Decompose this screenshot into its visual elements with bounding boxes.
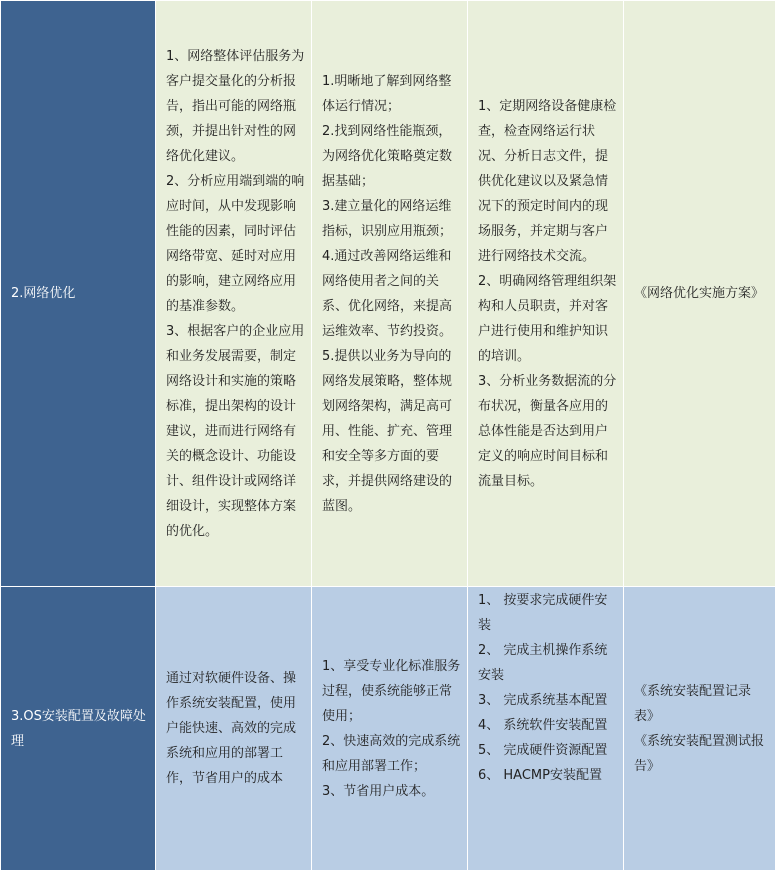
row-label: 2.网络优化 (1, 1, 156, 587)
text-line: 2.找到网络性能瓶颈，为网络优化策略奠定数据基础； (322, 119, 461, 194)
service-deliverables-cell (468, 1, 624, 587)
text-line: 3、根据客户的企业应用和业务发展需要，制定网络设计和实施的策略标准，提出架构的设计建议，进而进行网络有关的概念设计、功能设计、组件设计或网络详细设计，实现整体方案的优化。 (166, 319, 305, 544)
text-line: 1、定期网络设备健康检查，检查网络运行状况、分析日志文件，提供优化建议以及紧急情况下的预定时间内的现场服务，并定期与客户进行网络技术交流。 (478, 94, 617, 269)
text-line: 2、 完成主机操作系统安装 (478, 638, 617, 688)
text-line: 3、分析业务数据流的分布状况，衡量各应用的总体性能是否达到用户定义的响应时间目标和流量目标。 (478, 369, 617, 494)
service-benefits-cell (312, 1, 468, 587)
service-content-cell (156, 1, 312, 587)
table-row (1, 587, 775, 871)
text-line: 2、分析应用端到端的响应时间，从中发现影响性能的因素，同时评估网络带宽、延时对应用的影响，建立网络应用的基准参数。 (166, 169, 305, 319)
text-line: 《网络优化实施方案》 (634, 281, 769, 306)
service-content-cell (156, 587, 312, 871)
text-line: 3、 完成系统基本配置 (478, 688, 617, 713)
text-line: 1、 按要求完成硬件安装 (478, 588, 617, 638)
text-line: 3.建立量化的网络运维指标，识别应用瓶颈； (322, 194, 461, 244)
text-line: 5.提供以业务为导向的网络发展策略，整体规划网络架构，满足高可用、性能、扩充、管理和安全等多方面的要求，并提供网络建设的蓝图。 (322, 344, 461, 519)
service-documents-cell (624, 587, 775, 871)
text-line: 1、享受专业化标准服务过程，使系统能够正常使用； (322, 654, 461, 729)
service-documents-cell (624, 1, 775, 587)
text-line: 1.明晰地了解到网络整体运行情况； (322, 69, 461, 119)
text-line: 3、节省用户成本。 (322, 779, 461, 804)
service-deliverables-cell (468, 587, 624, 871)
text-line: 5、 完成硬件资源配置 (478, 738, 617, 763)
text-line: 1、网络整体评估服务为客户提交量化的分析报告，指出可能的网络瓶颈，并提出针对性的网络优化建议。 (166, 44, 305, 169)
text-line: 《系统安装配置记录表》 (634, 679, 769, 729)
table-row (1, 1, 775, 587)
text-line: 《系统安装配置测试报告》 (634, 729, 769, 779)
deliverables-list (478, 588, 617, 870)
text-line: 2、快速高效的完成系统和应用部署工作； (322, 729, 461, 779)
text-line: 2、明确网络管理组织架构和人员职责，并对客户进行使用和维护知识的培训。 (478, 269, 617, 369)
service-benefits-cell (312, 587, 468, 871)
text-line: 通过对软硬件设备、操作系统安装配置，使用户能快速、高效的完成系统和应用的部署工作，节省用户的成本 (166, 666, 305, 791)
text-line: 4、 系统软件安装配置 (478, 713, 617, 738)
text-line: 4.通过改善网络运维和网络使用者之间的关系、优化网络，来提高运维效率、节约投资。 (322, 244, 461, 344)
text-line: 6、 HACMP安装配置 (478, 763, 617, 788)
row-label: 3.OS安装配置及故障处理 (1, 587, 156, 871)
